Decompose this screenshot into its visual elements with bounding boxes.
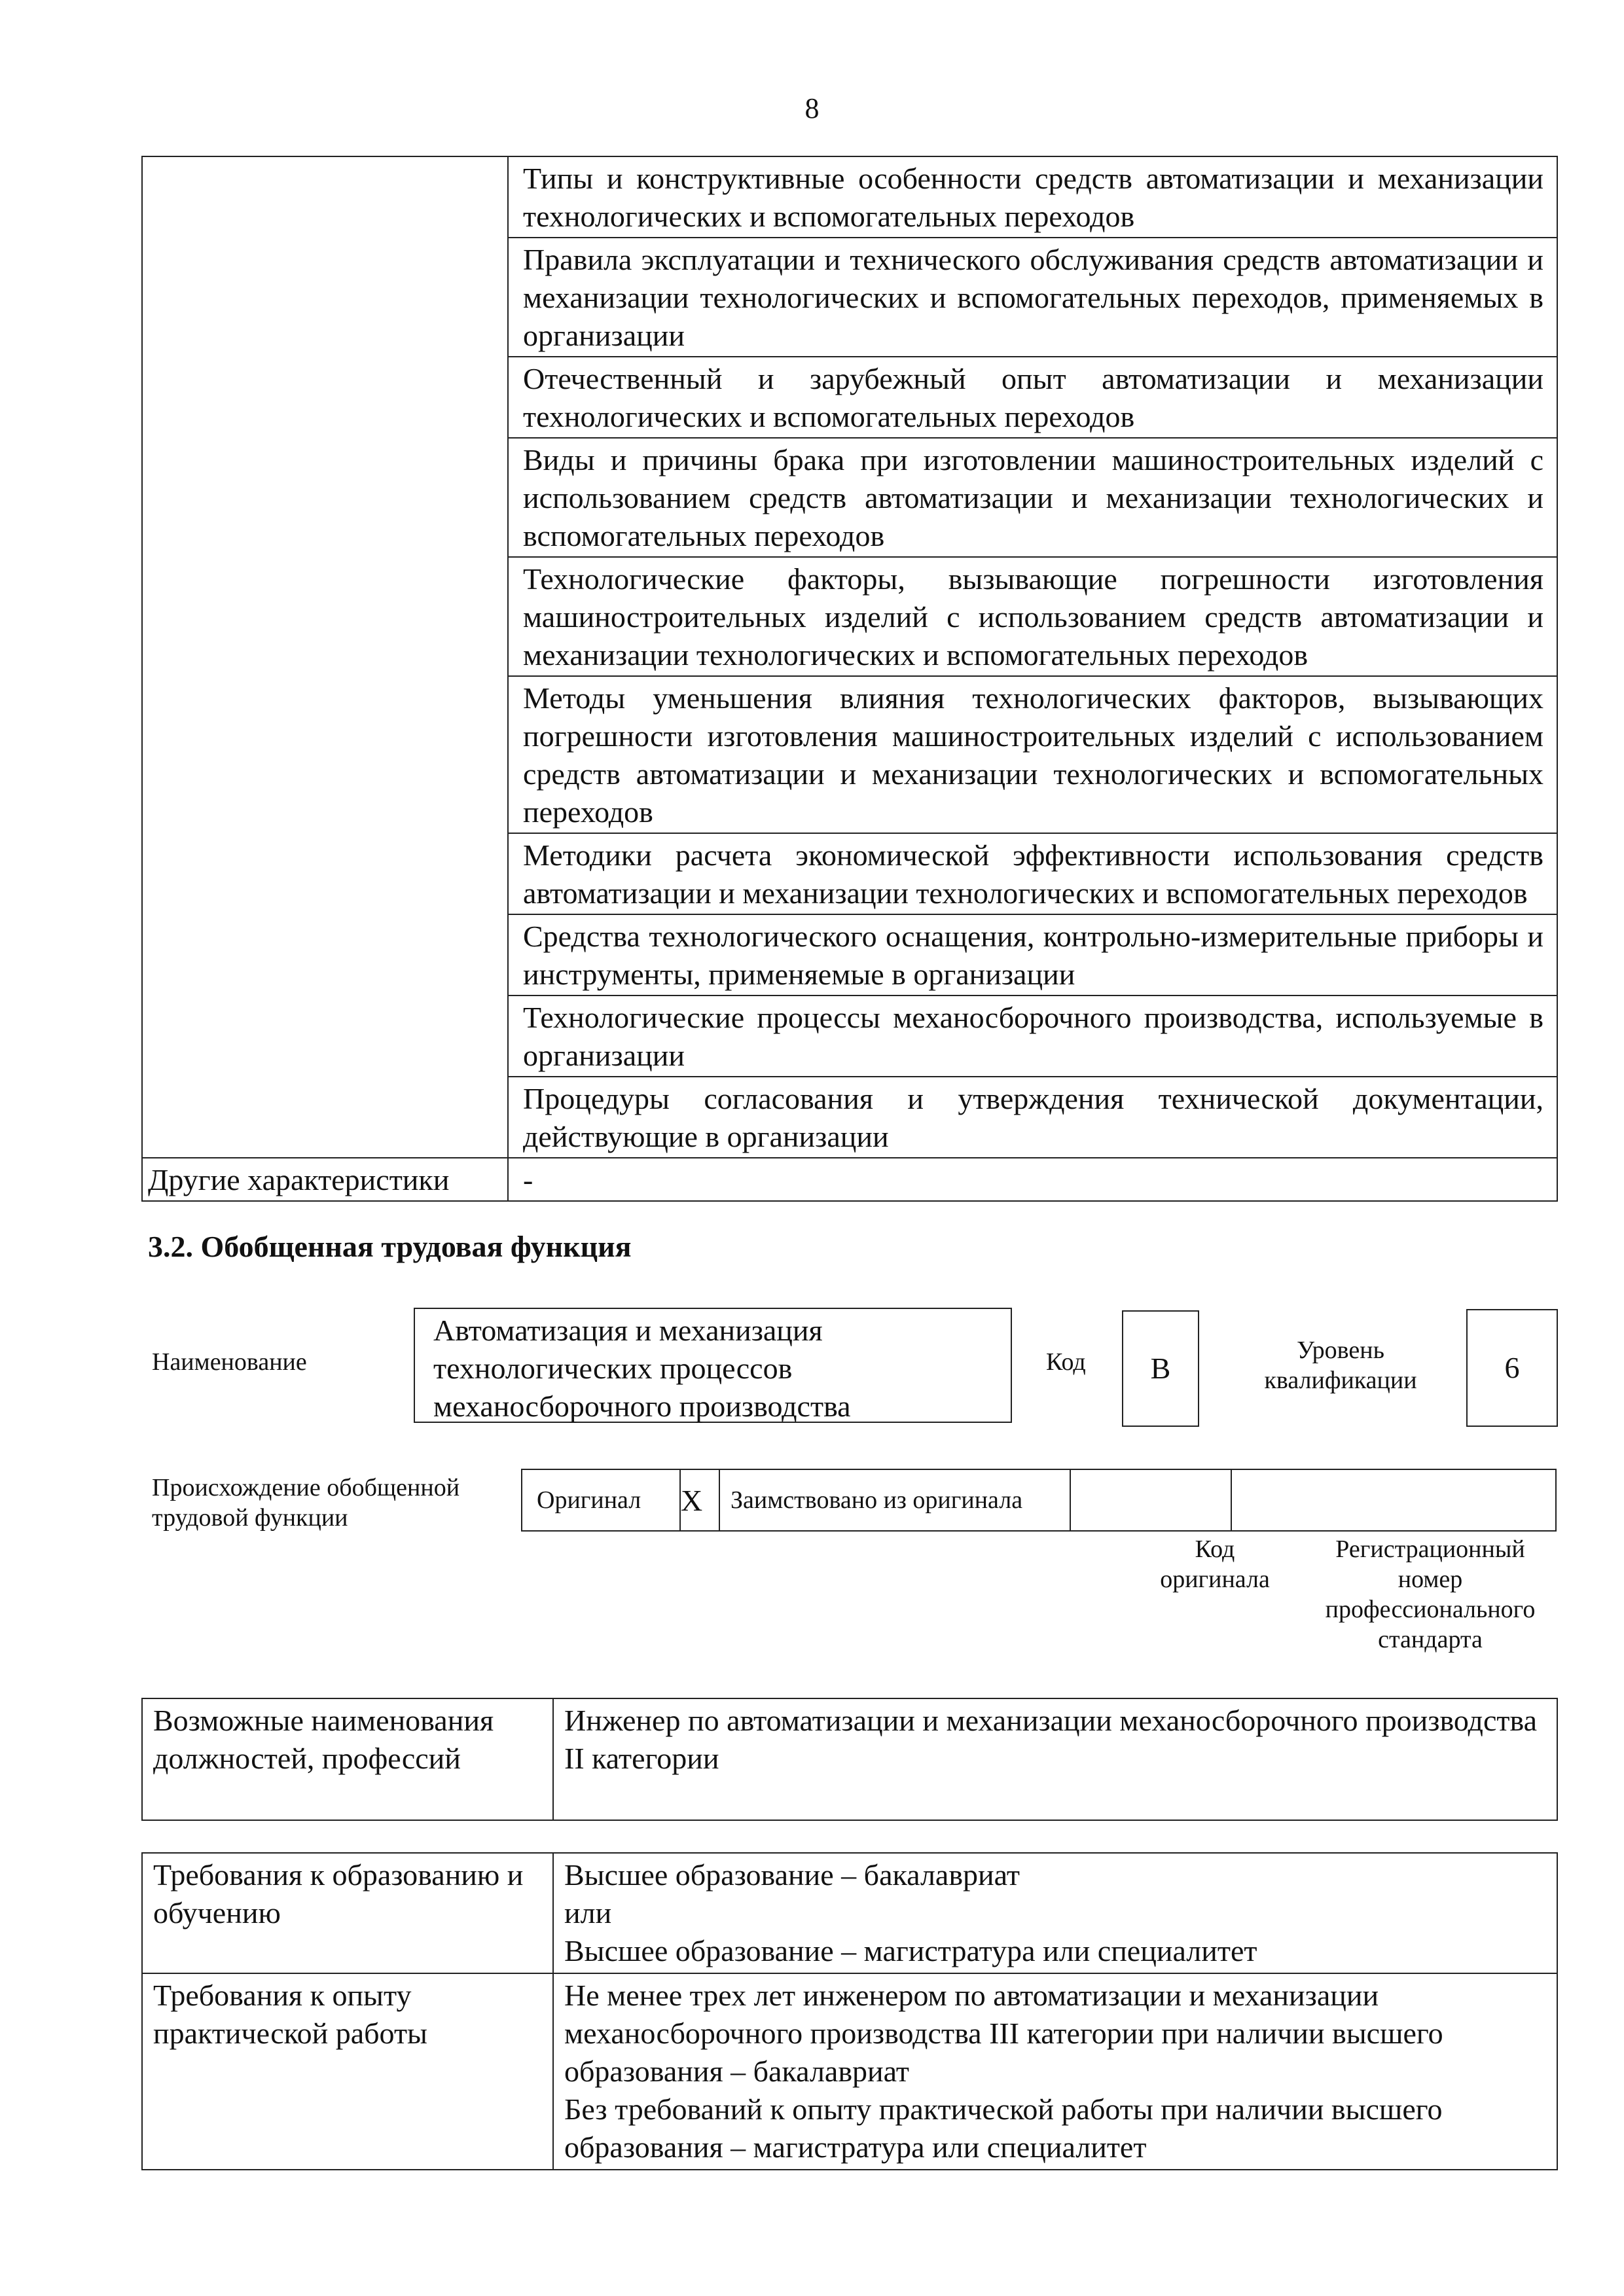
original-mark: X (680, 1469, 719, 1531)
knowledge-item: Отечественный и зарубежный опыт автоматизации и механизации технологических и вспомогательных переходов (508, 357, 1557, 438)
other-characteristics-value: - (508, 1158, 1557, 1201)
requirements-table (141, 1852, 1558, 2170)
knowledge-left-cell (142, 156, 508, 1158)
knowledge-item: Технологические процессы механосборочного производства, используемые в организации (508, 996, 1557, 1077)
registration-number-cell (1231, 1469, 1556, 1531)
positions-table (141, 1698, 1558, 1821)
section-title: 3.2. Обобщенная трудовая функция (148, 1230, 632, 1263)
page-number: 8 (804, 92, 820, 124)
knowledge-item: Технологические факторы, вызывающие погрешности изготовления машиностроительных изделий с использованием средств автоматизации и механизации технологических и вспомогательных переходов (508, 557, 1557, 676)
caption-registration-number: Регистрационный номер профессионального стандарта (1325, 1535, 1536, 1653)
origin-table (521, 1469, 1557, 1532)
original-code-cell (1070, 1469, 1231, 1531)
caption-original-code: Код оригинала (1160, 1535, 1270, 1593)
knowledge-item: Процедуры согласования и утверждения технической документации, действующие в организации (508, 1077, 1557, 1158)
education-requirements-value: Высшее образование – бакалавриат или Высшее образование – магистратура или специалитет (553, 1853, 1557, 1973)
code-value: B (1122, 1310, 1199, 1427)
origin-label: Происхождение обобщенной трудовой функции (152, 1474, 460, 1532)
borrowed-label: Заимствовано из оригинала (719, 1469, 1070, 1531)
name-value-box (414, 1308, 1012, 1423)
knowledge-item: Типы и конструктивные особенности средств автоматизации и механизации технологических и вспомогательных переходов (508, 156, 1557, 238)
name-label: Наименование (152, 1348, 307, 1376)
level-label: Уровень квалификации (1264, 1336, 1417, 1394)
other-characteristics-label: Другие характеристики (142, 1158, 508, 1201)
level-value: 6 (1466, 1309, 1558, 1427)
knowledge-item: Виды и причины брака при изготовлении машиностроительных изделий с использованием средств автоматизации и механизации технологических и вспомогательных переходов (508, 438, 1557, 557)
original-label: Оригинал (522, 1469, 680, 1531)
knowledge-table (141, 156, 1558, 1202)
knowledge-item: Методики расчета экономической эффективности использования средств автоматизации и механизации технологических и вспомогательных переходов (508, 833, 1557, 914)
experience-requirements-label: Требования к опыту практической работы (142, 1973, 553, 2170)
knowledge-item: Правила эксплуатации и технического обслуживания средств автоматизации и механизации технологических и вспомогательных переходов, применяемых в организации (508, 238, 1557, 357)
knowledge-item: Средства технологического оснащения, контрольно-измерительные приборы и инструменты, применяемые в организации (508, 914, 1557, 996)
knowledge-item: Методы уменьшения влияния технологических факторов, вызывающих погрешности изготовления машиностроительных изделий с использованием средств автоматизации и механизации технологических и вспомогательных переходов (508, 676, 1557, 833)
positions-label: Возможные наименования должностей, профессий (142, 1698, 553, 1820)
positions-value: Инженер по автоматизации и механизации механосборочного производства II категории (553, 1698, 1557, 1820)
code-label: Код (1046, 1348, 1086, 1376)
experience-requirements-value: Не менее трех лет инженером по автоматизации и механизации механосборочного производства III категории при наличии высшего образования – бакалавриат Без требований к опыту практической работы при наличии высшего образования – магистратура или специалитет (553, 1973, 1557, 2170)
education-requirements-label: Требования к образованию и обучению (142, 1853, 553, 1973)
name-value: Автоматизация и механизация технологических процессов механосборочного производства (433, 1314, 851, 1423)
